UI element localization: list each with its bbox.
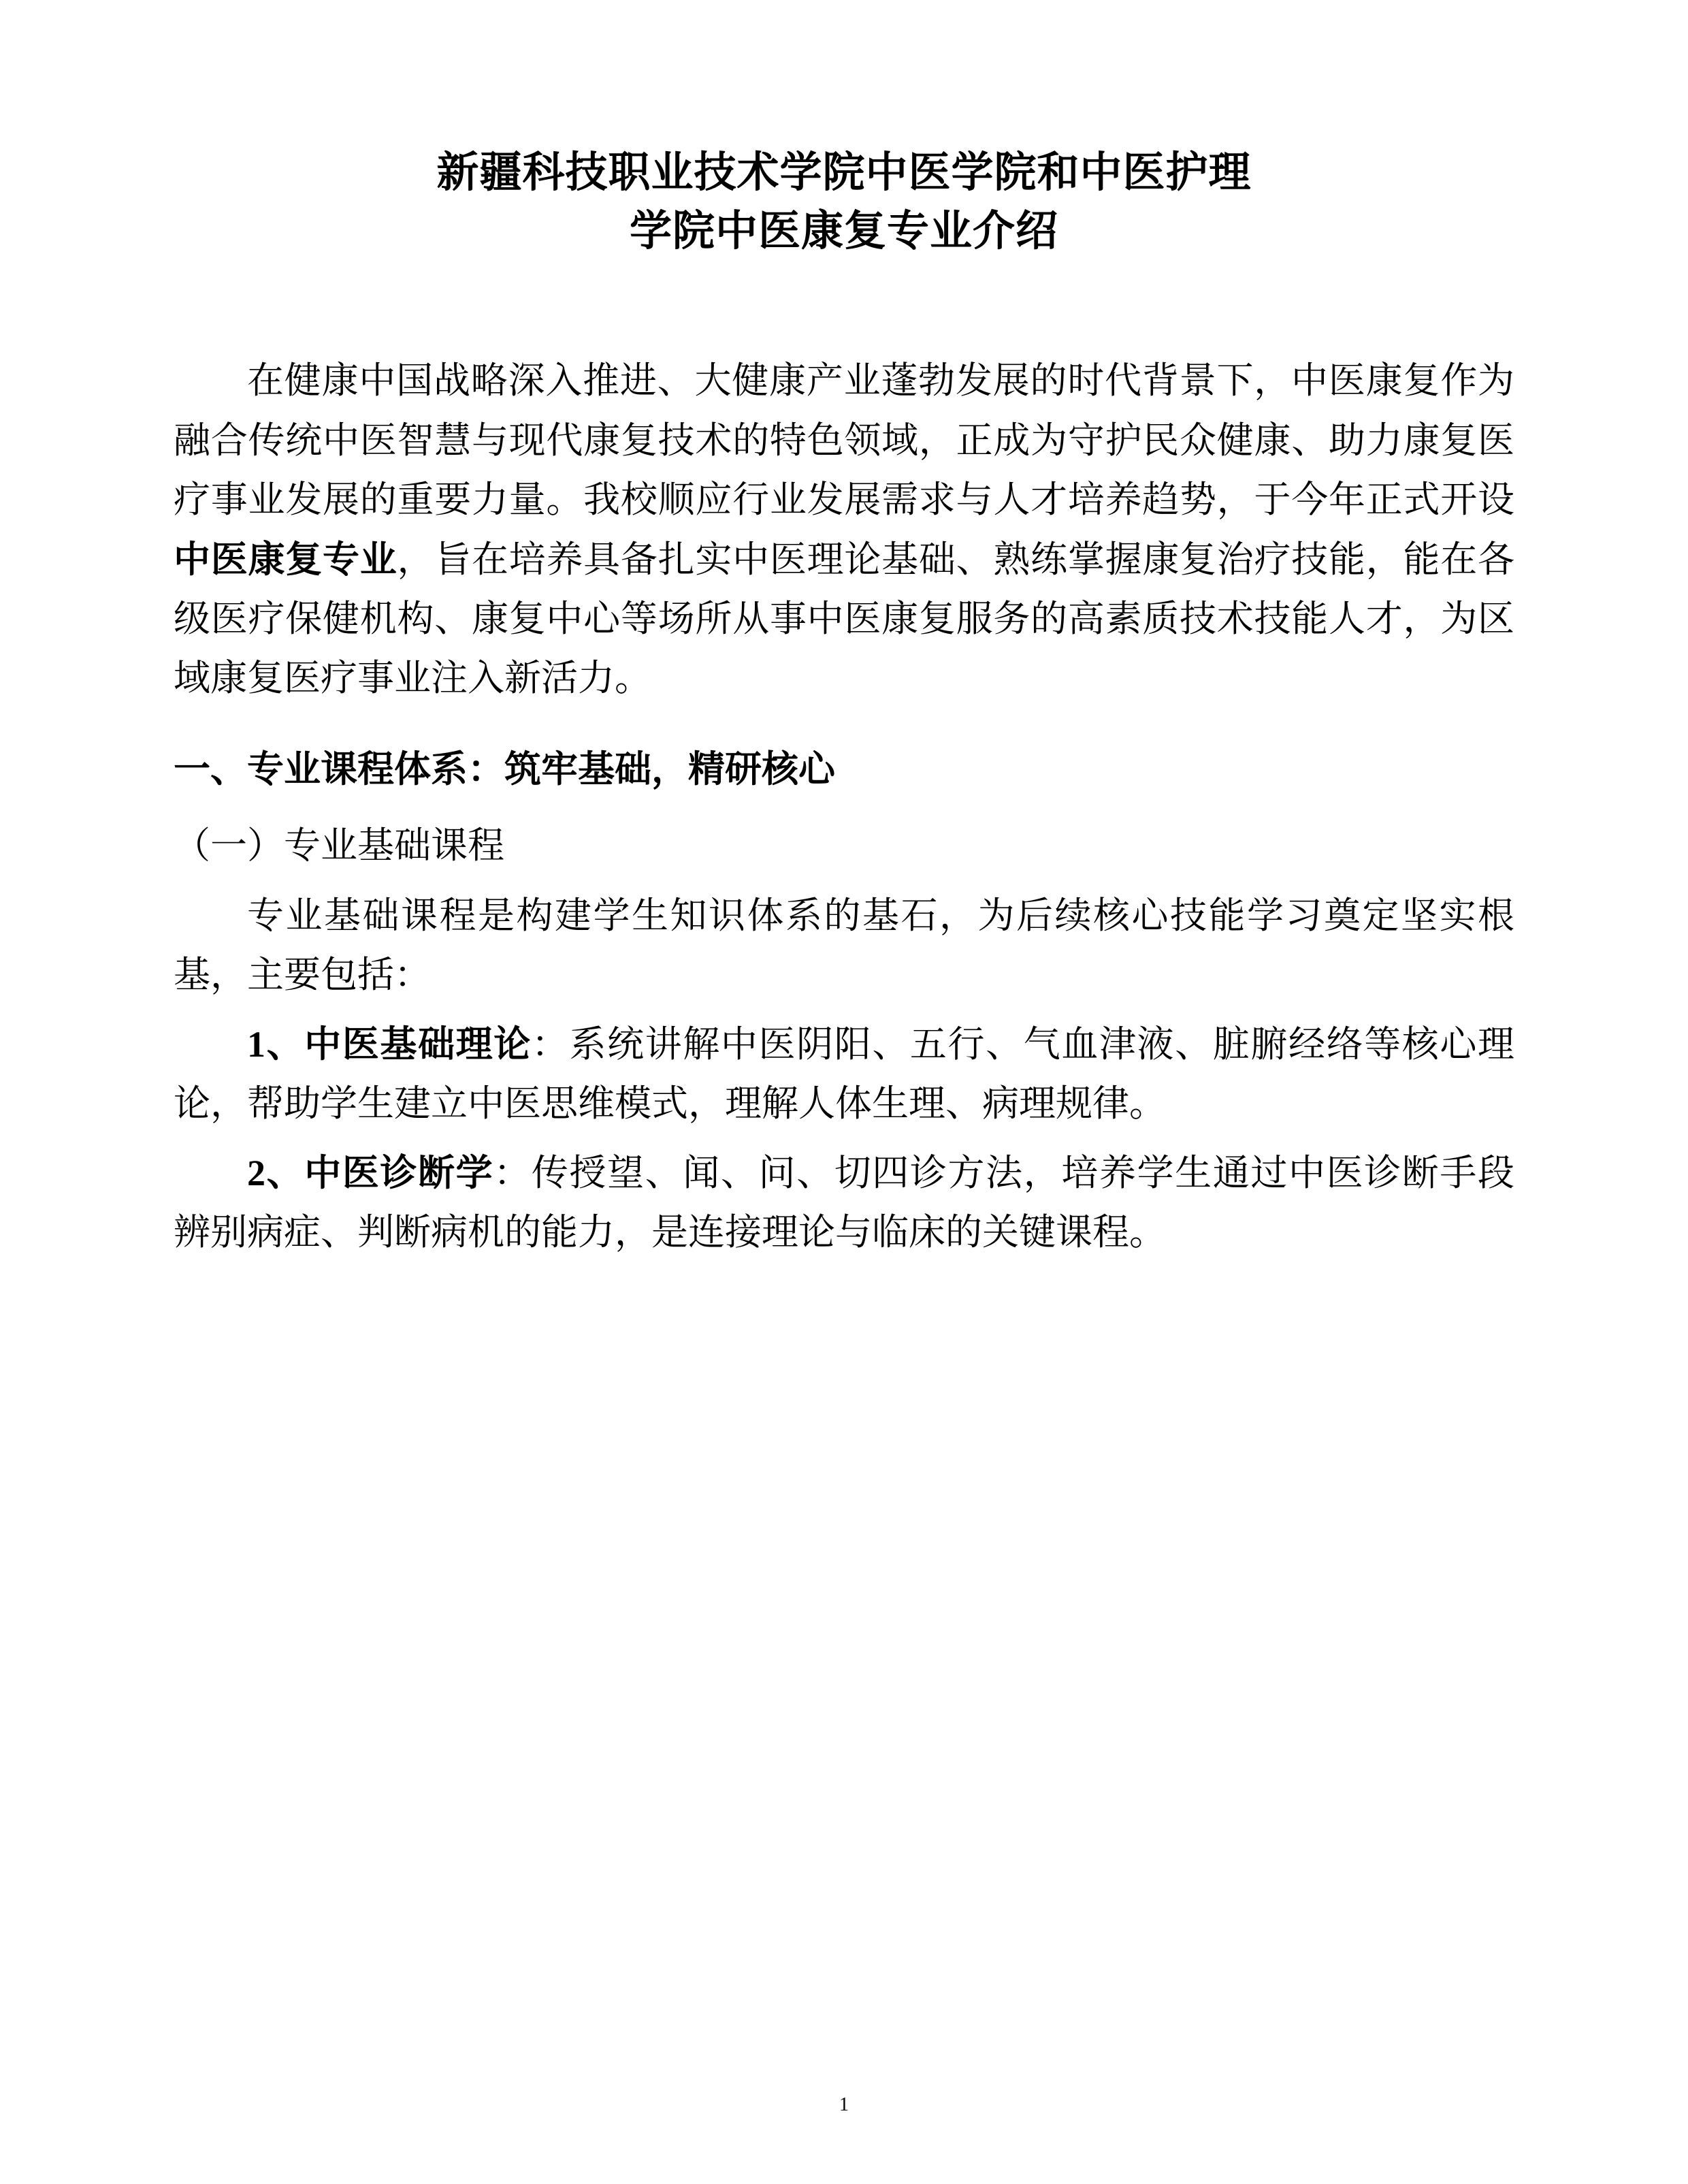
page-title-line-1: 新疆科技职业技术学院中医学院和中医护理 xyxy=(436,147,1252,197)
subsection-intro-paragraph: 专业基础课程是构建学生知识体系的基石，为后续核心技能学习奠定坚实根基，主要包括： xyxy=(174,895,1514,996)
title-spacer xyxy=(174,259,1514,351)
course-item-2 xyxy=(174,1144,1514,1263)
intro-text-emphasis: 中医康复专业 xyxy=(174,539,397,580)
intro-paragraph xyxy=(174,351,1514,709)
intro-text-part-1: 在健康中国战略深入推进、大健康产业蓬勃发展的时代背景下，中医康复作为融合传统中医智慧与现代康复技术的特色领域，正成为守护民众健康、助力康复医疗事业发展的重要力量。我校顺应行业发展需求与人才培养趋势，于今年正式开设 xyxy=(174,360,1514,521)
page-number: 1 xyxy=(839,2094,849,2115)
intro-text-part-2: ，旨在培养具备扎实中医理论基础、熟练掌握康复治疗技能，能在各级医疗保健机构、康复中心等场所从事中医康复服务的高素质技术技能人才，为区域康复医疗事业注入新活力。 xyxy=(174,539,1515,699)
section-heading-one: 一、专业课程体系：筑牢基础，精研核心 xyxy=(174,747,835,790)
page-title xyxy=(174,143,1514,259)
course-item-1-description: ：系统讲解中医阴阳、五行、气血津液、脏腑经络等核心理论，帮助学生建立中医思维模式，理解人体生理、病理规律。 xyxy=(174,1023,1515,1125)
page-title-line-2: 学院中医康复专业介绍 xyxy=(629,205,1058,255)
course-item-1-term: 1、中医基础理论 xyxy=(247,1023,532,1065)
course-item-2-description: ：传授望、闻、问、切四诊方法，培养学生通过中医诊断手段辨别病症、判断病机的能力，是连接理论与临床的关键课程。 xyxy=(174,1152,1515,1253)
course-item-2-term: 2、中医诊断学 xyxy=(247,1152,494,1193)
subsection-heading-one: （一）专业基础课程 xyxy=(174,825,504,867)
course-item-1 xyxy=(174,1015,1514,1134)
